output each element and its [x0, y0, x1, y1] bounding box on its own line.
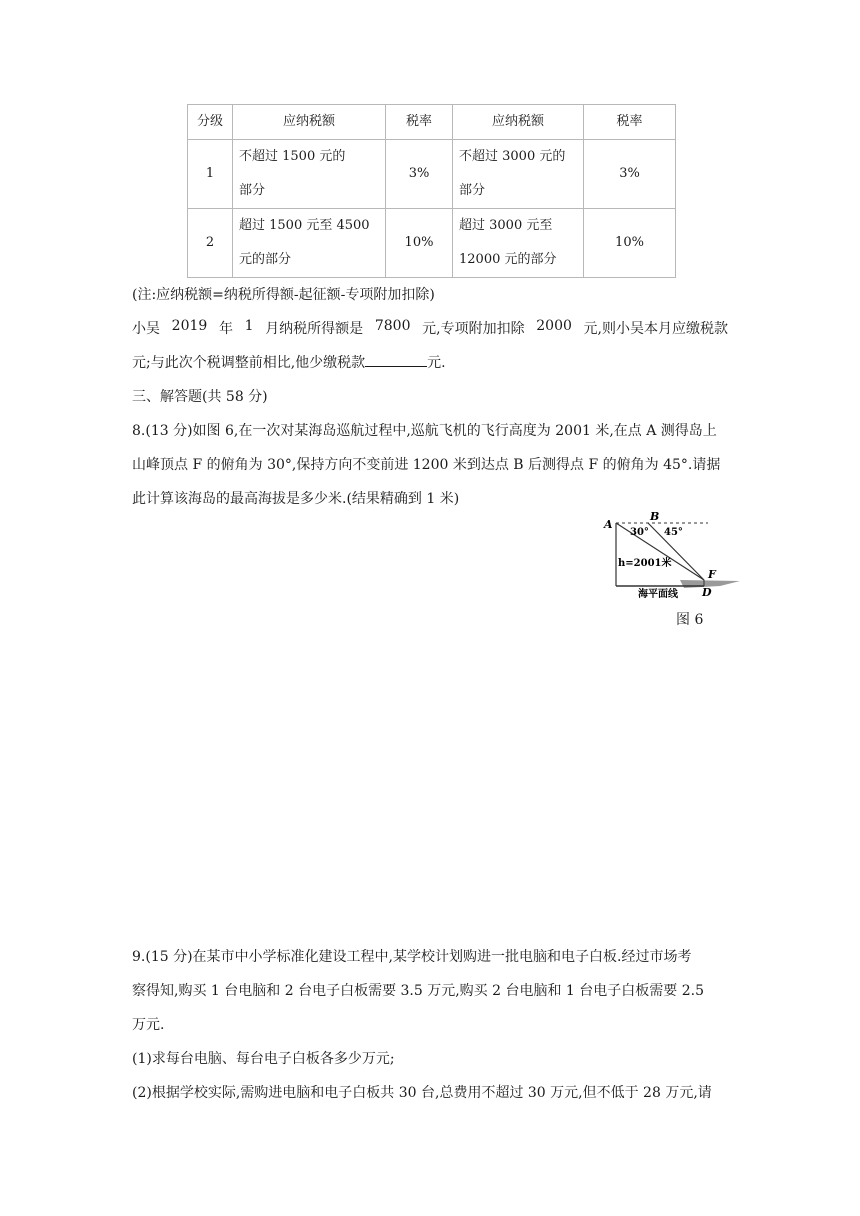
cell-line: 部分: [459, 183, 486, 198]
cell-line: 不超过 3000 元的: [459, 149, 566, 164]
text-segment: 年: [218, 321, 233, 337]
table-note: (注:应纳税额=纳税所得额-起征额-专项附加扣除): [132, 287, 435, 303]
answer-blank[interactable]: [365, 352, 427, 367]
q7-line1: [132, 318, 728, 338]
table-header: 税率: [584, 105, 676, 140]
table-row: [188, 209, 676, 278]
height-label: h=2001米: [618, 558, 672, 569]
cell-line: 超过 1500 元至 4500: [239, 218, 370, 233]
text-segment: 7800: [374, 318, 411, 334]
sea-level-label: 海平面线: [638, 589, 678, 600]
cell-line: 12000 元的部分: [459, 252, 557, 267]
text-segment: 小吴: [132, 321, 160, 337]
q7-line2: [132, 352, 446, 372]
q9-sub1: (1)求每台电脑、每台电子白板各多少万元;: [132, 1051, 395, 1067]
cell-line: 不超过 1500 元的: [239, 149, 346, 164]
cell-line: 部分: [239, 183, 266, 198]
text-segment: 元.: [427, 355, 446, 371]
figure-caption: 图 6: [676, 612, 704, 628]
angle-30-label: 30°: [630, 527, 649, 538]
text-segment: 元,则小吴本月应缴税款: [583, 321, 728, 337]
old-rate-cell: 3%: [386, 140, 453, 209]
new-taxable-cell: [453, 140, 584, 209]
section-heading: 三、解答题(共 58 分): [132, 389, 268, 405]
q9-line2: 察得知,购买 1 台电脑和 2 台电子白板需要 3.5 万元,购买 2 台电脑和 1 台电子白板需要 2.5: [132, 983, 705, 999]
q9-sub2: (2)根据学校实际,需购进电脑和电子白板共 30 台,总费用不超过 30 万元,但不低于 28 万元,请: [132, 1085, 712, 1101]
text-segment: 1: [244, 318, 254, 334]
point-f-label: F: [708, 568, 716, 581]
level-cell: 1: [188, 140, 233, 209]
level-cell: 2: [188, 209, 233, 278]
figure-6-diagram: [600, 508, 740, 600]
table-header-row: [188, 105, 676, 140]
tax-rate-table: [187, 104, 676, 278]
table-header: 税率: [386, 105, 453, 140]
table-row: [188, 140, 676, 209]
new-rate-cell: 3%: [584, 140, 676, 209]
table-header: 分级: [188, 105, 233, 140]
cell-line: 元的部分: [239, 252, 292, 267]
angle-45-label: 45°: [664, 527, 683, 538]
table-header: 应纳税额: [233, 105, 386, 140]
q8-line2: 山峰顶点 F 的俯角为 30°,保持方向不变前进 1200 米到达点 B 后测得点 F 的俯角为 45°.请据: [132, 457, 721, 473]
table-header: 应纳税额: [453, 105, 584, 140]
q8-line1: 8.(13 分)如图 6,在一次对某海岛巡航过程中,巡航飞机的飞行高度为 2001 米,在点 A 测得岛上: [132, 423, 717, 439]
text-segment: 月纳税所得额是: [265, 321, 364, 337]
text-segment: 2019: [171, 318, 208, 334]
point-b-label: B: [650, 510, 660, 523]
text-segment: 2000: [536, 318, 572, 334]
new-taxable-cell: [453, 209, 584, 278]
q9-line1: 9.(15 分)在某市中小学标准化建设工程中,某学校计划购进一批电脑和电子白板.经过市场考: [132, 949, 692, 965]
q9-line3: 万元.: [132, 1017, 165, 1033]
cell-line: 超过 3000 元至: [459, 218, 553, 233]
point-a-label: A: [604, 518, 613, 531]
point-d-label: D: [702, 586, 712, 599]
q8-line3: 此计算该海岛的最高海拔是多少米.(结果精确到 1 米): [132, 491, 460, 507]
old-taxable-cell: [233, 209, 386, 278]
text-segment: 元,专项附加扣除: [422, 321, 525, 337]
new-rate-cell: 10%: [584, 209, 676, 278]
text-segment: 元;与此次个税调整前相比,他少缴税款: [132, 355, 366, 371]
old-rate-cell: 10%: [386, 209, 453, 278]
old-taxable-cell: [233, 140, 386, 209]
